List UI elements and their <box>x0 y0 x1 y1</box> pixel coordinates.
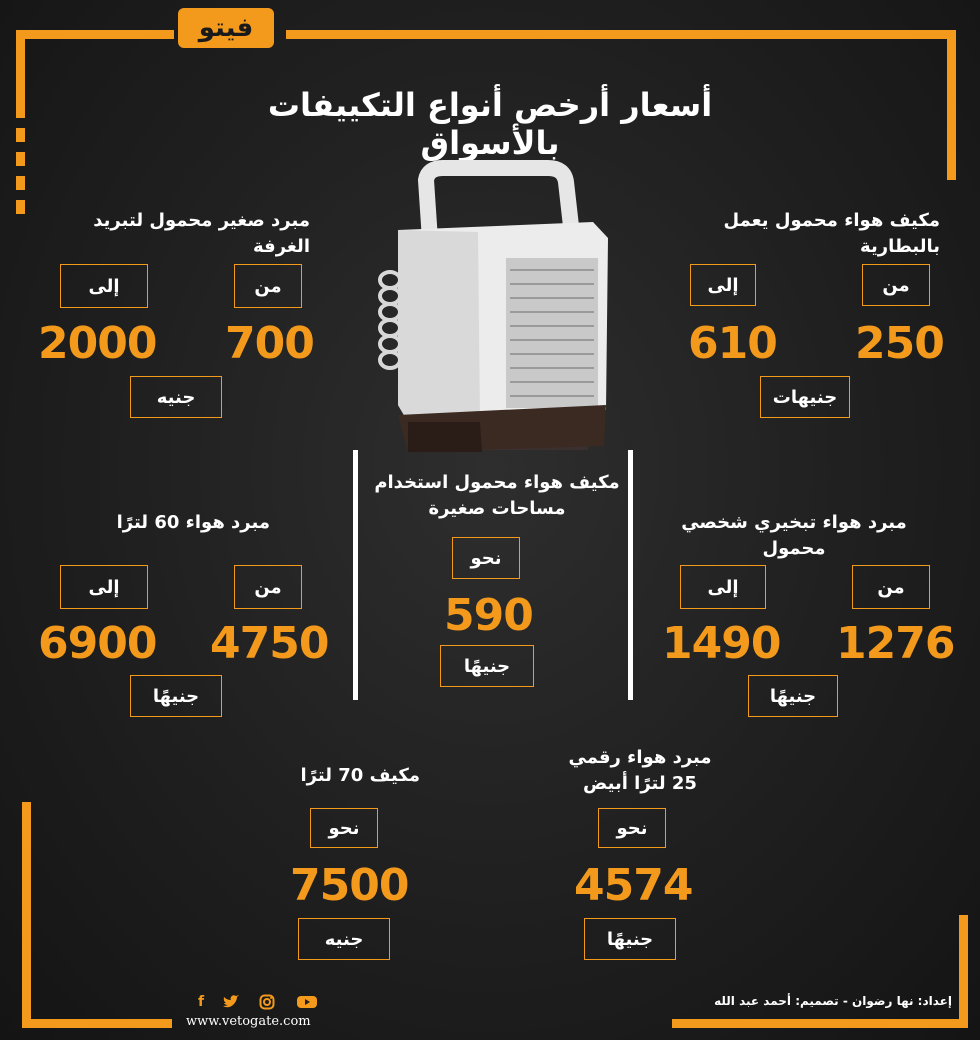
logo: فيتو <box>178 8 274 48</box>
air-cooler-image <box>368 160 628 460</box>
price-value: 590 <box>444 590 533 641</box>
frame-dash <box>16 176 25 190</box>
frame-right <box>947 30 956 180</box>
unit-label: جنيه <box>130 376 222 418</box>
item-title: مبرد صغير محمول لتبريد الغرفة <box>93 210 310 258</box>
divider-right <box>628 450 633 700</box>
item-title: مكيف هواء محمول يعمل بالبطارية <box>723 210 940 258</box>
price-to: 6900 <box>38 618 157 669</box>
unit-label: جنيه <box>298 918 390 960</box>
frame-dash <box>16 200 25 214</box>
item-title: مبرد هواء تبخيري شخصي محمول <box>681 512 907 560</box>
from-label: من <box>852 565 930 609</box>
unit-label: جنيهًا <box>130 675 222 717</box>
price-to: 2000 <box>38 318 157 369</box>
about-label: نحو <box>598 808 666 848</box>
to-label: إلى <box>60 264 148 308</box>
from-label: من <box>234 264 302 308</box>
price-value: 7500 <box>290 860 409 911</box>
unit-label: جنيهًا <box>584 918 676 960</box>
unit-label: جنيهًا <box>440 645 534 687</box>
price-value: 4574 <box>574 860 693 911</box>
unit-label: جنيهات <box>760 376 850 418</box>
twitter-icon[interactable] <box>222 994 240 1010</box>
frame-dash <box>16 128 25 142</box>
price-to: 610 <box>688 318 777 369</box>
about-label: نحو <box>452 537 520 579</box>
item-title: مكيف هواء محمول استخدام مساحات صغيرة <box>374 472 620 520</box>
from-label: من <box>234 565 302 609</box>
price-from: 250 <box>855 318 944 369</box>
youtube-icon[interactable] <box>296 994 318 1010</box>
instagram-icon[interactable] <box>258 994 276 1010</box>
item-title: مكيف 70 لترًا <box>300 765 420 786</box>
price-from: 700 <box>225 318 314 369</box>
from-label: من <box>862 264 930 306</box>
price-from: 1276 <box>836 618 955 669</box>
frame-bottom-left-h <box>22 1019 172 1028</box>
item-title: مبرد هواء رقمي 25 لترًا أبيض <box>568 747 712 795</box>
frame-bottom-left-v <box>22 802 31 1028</box>
frame-bottom-right-h <box>672 1019 968 1028</box>
to-label: إلى <box>60 565 148 609</box>
frame-top-right <box>286 30 956 39</box>
divider-left <box>353 450 358 700</box>
unit-label: جنيهًا <box>748 675 838 717</box>
frame-left <box>16 30 25 118</box>
frame-top-left <box>16 30 174 39</box>
price-from: 4750 <box>210 618 329 669</box>
frame-dash <box>16 152 25 166</box>
item-title: مبرد هواء 60 لترًا <box>116 512 270 533</box>
price-to: 1490 <box>662 618 781 669</box>
credits: إعداد: نها رضوان - تصميم: أحمد عبد الله <box>714 994 952 1008</box>
facebook-icon[interactable]: f <box>197 994 205 1010</box>
to-label: إلى <box>680 565 766 609</box>
about-label: نحو <box>310 808 378 848</box>
page-title: أسعار أرخص أنواع التكييفات بالأسواق <box>267 86 713 162</box>
frame-bottom-right-v <box>959 915 968 1028</box>
website-link[interactable]: www.vetogate.com <box>186 1014 311 1029</box>
to-label: إلى <box>690 264 756 306</box>
